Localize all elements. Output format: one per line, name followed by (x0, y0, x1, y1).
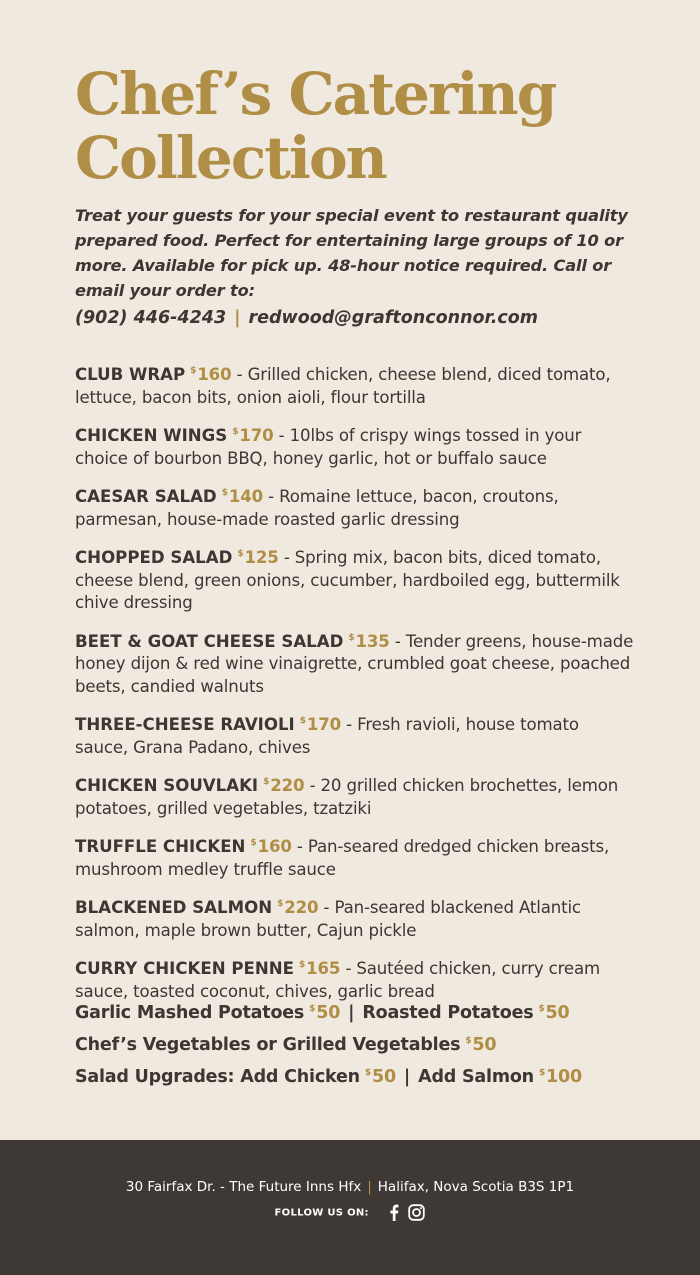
add-chicken-price: $50 (364, 1067, 396, 1087)
vegetables-label: Chef’s Vegetables or Grilled Vegetables (75, 1035, 461, 1055)
page-title (75, 62, 555, 190)
contact-separator: | (234, 308, 241, 328)
item-price: $170 (232, 426, 274, 445)
item-price: $160 (190, 365, 232, 384)
item-price: $125 (237, 548, 279, 567)
email-address[interactable]: redwood@graftonconnor.com (248, 308, 538, 328)
item-price: $160 (250, 837, 292, 856)
menu-item (75, 543, 635, 615)
item-name: BEET & GOAT CHEESE SALAD (75, 631, 344, 651)
menu-item (75, 421, 635, 470)
add-salmon-label: Add Salmon (418, 1067, 534, 1087)
facebook-icon[interactable] (389, 1204, 399, 1221)
item-description: - Grilled chicken, cheese blend, diced tomato, lettuce, bacon bits, onion aioli, flour tortilla (75, 365, 611, 407)
item-description: - Romaine lettuce, bacon, croutons, parmesan, house-made roasted garlic dressing (75, 487, 559, 529)
menu-item (75, 482, 635, 531)
item-price: $140 (221, 487, 264, 506)
follow-us-label: FOLLOW US ON: (274, 1207, 369, 1219)
phone-number[interactable]: (902) 446-4243 (75, 308, 227, 328)
menu-item (75, 710, 635, 759)
add-salmon-price: $100 (538, 1067, 582, 1087)
item-description: - Pan-seared dredged chicken breasts, mushroom medley truffle sauce (75, 837, 610, 879)
menu-item (75, 893, 635, 942)
extras-line-2 (75, 1027, 675, 1059)
menu-item (75, 771, 635, 820)
title-line-1: Chef’s Catering (75, 60, 556, 128)
menu-list (75, 360, 635, 1015)
item-price: $220 (263, 776, 305, 795)
item-name: CHICKEN WINGS (75, 426, 228, 445)
contact-line (75, 306, 538, 330)
title-line-2: Collection (75, 124, 386, 192)
extras-separator: | (348, 1003, 355, 1023)
item-price: $170 (299, 715, 342, 734)
item-description: - Tender greens, house-made honey dijon & red wine vinaigrette, crumbled goat cheese, poached beets, candied walnuts (75, 631, 634, 696)
item-description: - 10lbs of crispy wings tossed in your choice of bourbon BBQ, honey garlic, hot or buffalo sauce (75, 426, 582, 468)
item-name: TRUFFLE CHICKEN (75, 837, 246, 856)
item-description: - 20 grilled chicken brochettes, lemon potatoes, grilled vegetables, tzatziki (75, 776, 619, 818)
item-description: - Pan-seared blackened Atlantic salmon, maple brown butter, Cajun pickle (75, 898, 581, 940)
item-name: CHICKEN SOUVLAKI (75, 776, 259, 795)
address-city: Halifax, Nova Scotia B3S 1P1 (377, 1179, 575, 1195)
extras-line-3 (75, 1059, 675, 1091)
extras-separator: | (403, 1067, 411, 1087)
salad-upgrades-label: Salad Upgrades: Add Chicken (75, 1067, 360, 1087)
sides-and-upgrades (75, 995, 675, 1091)
address-separator: | (367, 1179, 372, 1195)
garlic-potatoes-price: $50 (309, 1003, 341, 1023)
instagram-icon[interactable] (408, 1204, 425, 1221)
item-description: - Spring mix, bacon bits, diced tomato, cheese blend, green onions, cucumber, hardboiled egg, buttermilk chive dressing (75, 548, 620, 612)
intro-text: Treat your guests for your special event to restaurant quality prepared food. Perfect for entertaining large groups of 10 or more. Available for pick up. 48-hour notice required. Call or email your order to: (75, 206, 628, 300)
address-street: 30 Fairfax Dr. - The Future Inns Hfx (125, 1179, 362, 1195)
item-name: CLUB WRAP (75, 365, 186, 384)
item-name: CAESAR SALAD (75, 487, 217, 506)
item-name: CURRY CHICKEN PENNE (75, 959, 294, 978)
roasted-potatoes-label: Roasted Potatoes (362, 1003, 534, 1023)
item-name: THREE-CHEESE RAVIOLI (75, 715, 295, 734)
menu-item (75, 360, 635, 409)
social-icons (383, 1204, 426, 1221)
menu-item (75, 627, 635, 699)
item-description: - Sautéed chicken, curry cream sauce, toasted coconut, chives, garlic bread (75, 959, 601, 1001)
item-price: $135 (348, 631, 390, 651)
item-name: CHOPPED SALAD (75, 548, 233, 567)
item-name: BLACKENED SALMON (75, 898, 273, 917)
footer-address (0, 1179, 700, 1195)
vegetables-price: $50 (465, 1035, 497, 1055)
item-price: $165 (298, 959, 341, 978)
item-price: $220 (277, 898, 319, 917)
menu-item (75, 832, 635, 881)
garlic-potatoes-label: Garlic Mashed Potatoes (75, 1003, 305, 1023)
item-description: - Fresh ravioli, house tomato sauce, Grana Padano, chives (75, 715, 579, 757)
roasted-potatoes-price: $50 (538, 1003, 570, 1023)
extras-line-1 (75, 995, 675, 1027)
follow-us (0, 1204, 700, 1221)
